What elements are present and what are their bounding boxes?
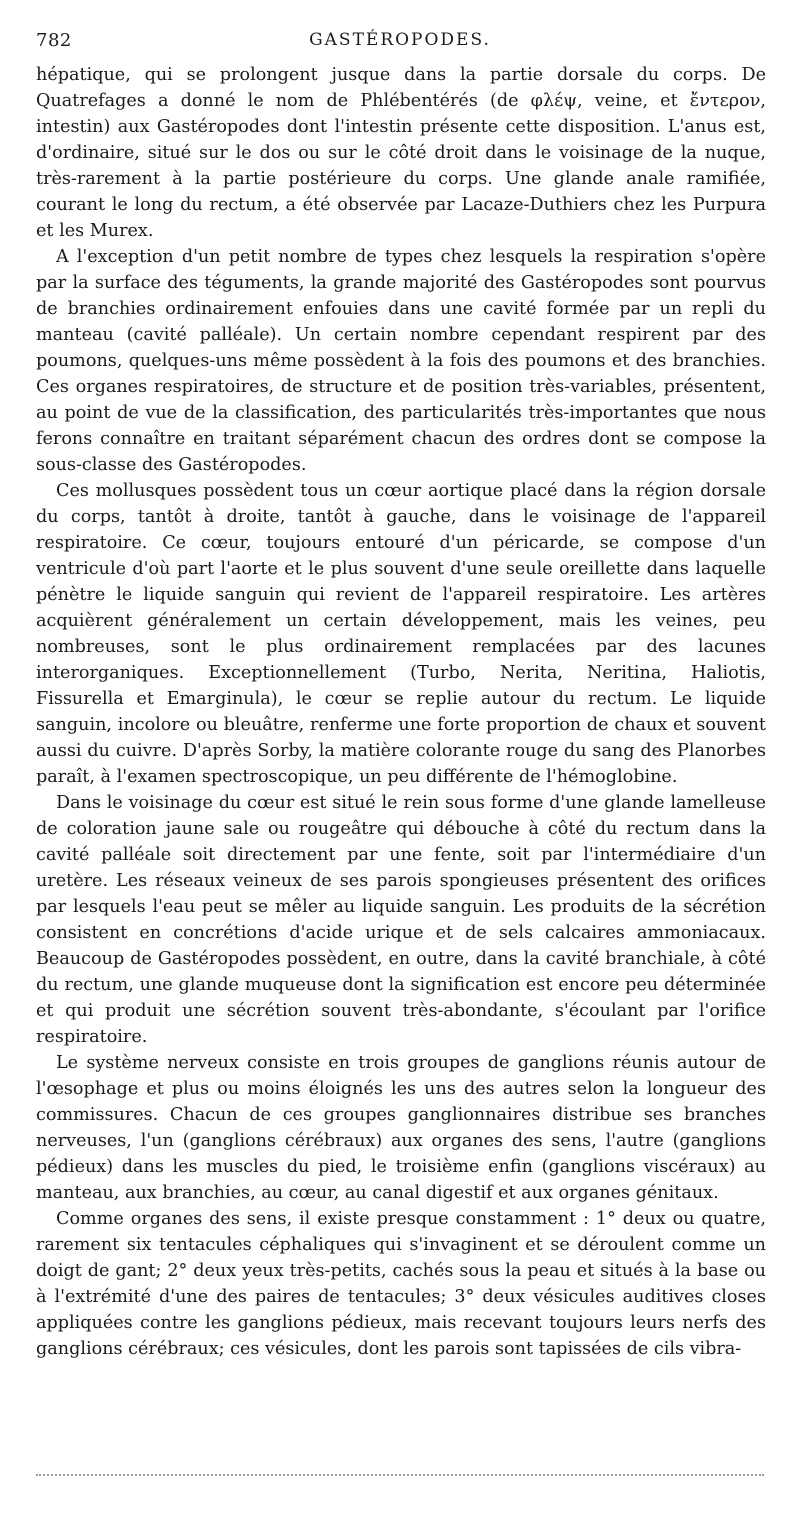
body-text [36, 62, 766, 1362]
running-title: GASTÉROPODES. [309, 30, 491, 50]
footer-dotted-rule [36, 1474, 764, 1476]
paragraph: Ces mollusques possèdent tous un cœur aortique placé dans la région dorsale du corps, tantôt à droite, tantôt à gauche, dans le voisinage de l'appareil respiratoire. Ce cœur, toujours entouré d'un péricarde, se compose d'un ventricule d'où part l'aorte et le plus souvent d'une seule oreillette dans laquelle pénètre le liquide sanguin qui revient de l'appareil respiratoire. Les artères acquièrent généralement un certain développement, mais les veines, peu nombreuses, sont le plus ordinairement remplacées par des lacunes interorganiques. Exceptionnellement (Turbo, Nerita, Neritina, Haliotis, Fissurella et Emarginula), le cœur se replie autour du rectum. Le liquide sanguin, incolore ou bleuâtre, renferme une forte proportion de chaux et souvent aussi du cuivre. D'après Sorby, la matière colorante rouge du sang des Planorbes paraît, à l'examen spectroscopique, un peu différente de l'hémoglobine. [36, 481, 766, 787]
paragraph: hépatique, qui se prolongent jusque dans la partie dorsale du corps. De Quatrefages a donné le nom de Phlébentérés (de φλέψ, veine, et ἔντερον, intestin) aux Gastéropodes dont l'intestin présente cette disposition. L'anus est, d'ordinaire, situé sur le dos ou sur le côté droit dans le voisinage de la nuque, très-rarement à la partie postérieure du corps. Une glande anale ramifiée, courant le long du rectum, a été observée par Lacaze-Duthiers chez les Purpura et les Murex. [36, 65, 766, 241]
page-header [36, 30, 764, 60]
paragraph: Dans le voisinage du cœur est situé le rein sous forme d'une glande lamelleuse de coloration jaune sale ou rougeâtre qui débouche à côté du rectum dans la cavité palléale soit directement par une fente, soit par l'intermédiaire d'un uretère. Les réseaux veineux de ses parois spongieuses présentent des orifices par lesquels l'eau peut se mêler au liquide sanguin. Les produits de la sécrétion consistent en concrétions d'acide urique et de sels calcaires ammoniacaux. Beaucoup de Gastéropodes possèdent, en outre, dans la cavité branchiale, à côté du rectum, une glande muqueuse dont la signification est encore peu déterminée et qui produit une sécrétion souvent très-abondante, s'écoulant par l'orifice respiratoire. [36, 793, 766, 1047]
paragraph: Comme organes des sens, il existe presque constamment : 1° deux ou quatre, rarement six tentacules céphaliques qui s'invaginent et se déroulent comme un doigt de gant; 2° deux yeux très-petits, cachés sous la peau et situés à la base ou à l'extrémité d'une des paires de tentacules; 3° deux vésicules auditives closes appliquées contre les ganglions pédieux, mais recevant toujours leurs nerfs des ganglions cérébraux; ces vésicules, dont les parois sont tapissées de cils vibra- [36, 1209, 766, 1359]
paragraph: Le système nerveux consiste en trois groupes de ganglions réunis autour de l'œsophage et plus ou moins éloignés les uns des autres selon la longueur des commissures. Chacun de ces groupes ganglionnaires distribue ses branches nerveuses, l'un (ganglions cérébraux) aux organes des sens, l'autre (ganglions pédieux) dans les muscles du pied, le troisième enfin (ganglions viscéraux) au manteau, aux branchies, au cœur, au canal digestif et aux organes génitaux. [36, 1053, 766, 1203]
paragraph: A l'exception d'un petit nombre de types chez lesquels la respiration s'opère par la surface des téguments, la grande majorité des Gastéropodes sont pourvus de branchies ordinairement enfouies dans une cavité formée par un repli du manteau (cavité palléale). Un certain nombre cependant respirent par des poumons, quelques-uns même possèdent à la fois des poumons et des branchies. Ces organes respiratoires, de structure et de position très-variables, présentent, au point de vue de la classification, des particularités très-importantes que nous ferons connaître en traitant séparément chacun des ordres dont se compose la sous-classe des Gastéropodes. [36, 247, 766, 475]
page-number: 782 [36, 30, 72, 51]
